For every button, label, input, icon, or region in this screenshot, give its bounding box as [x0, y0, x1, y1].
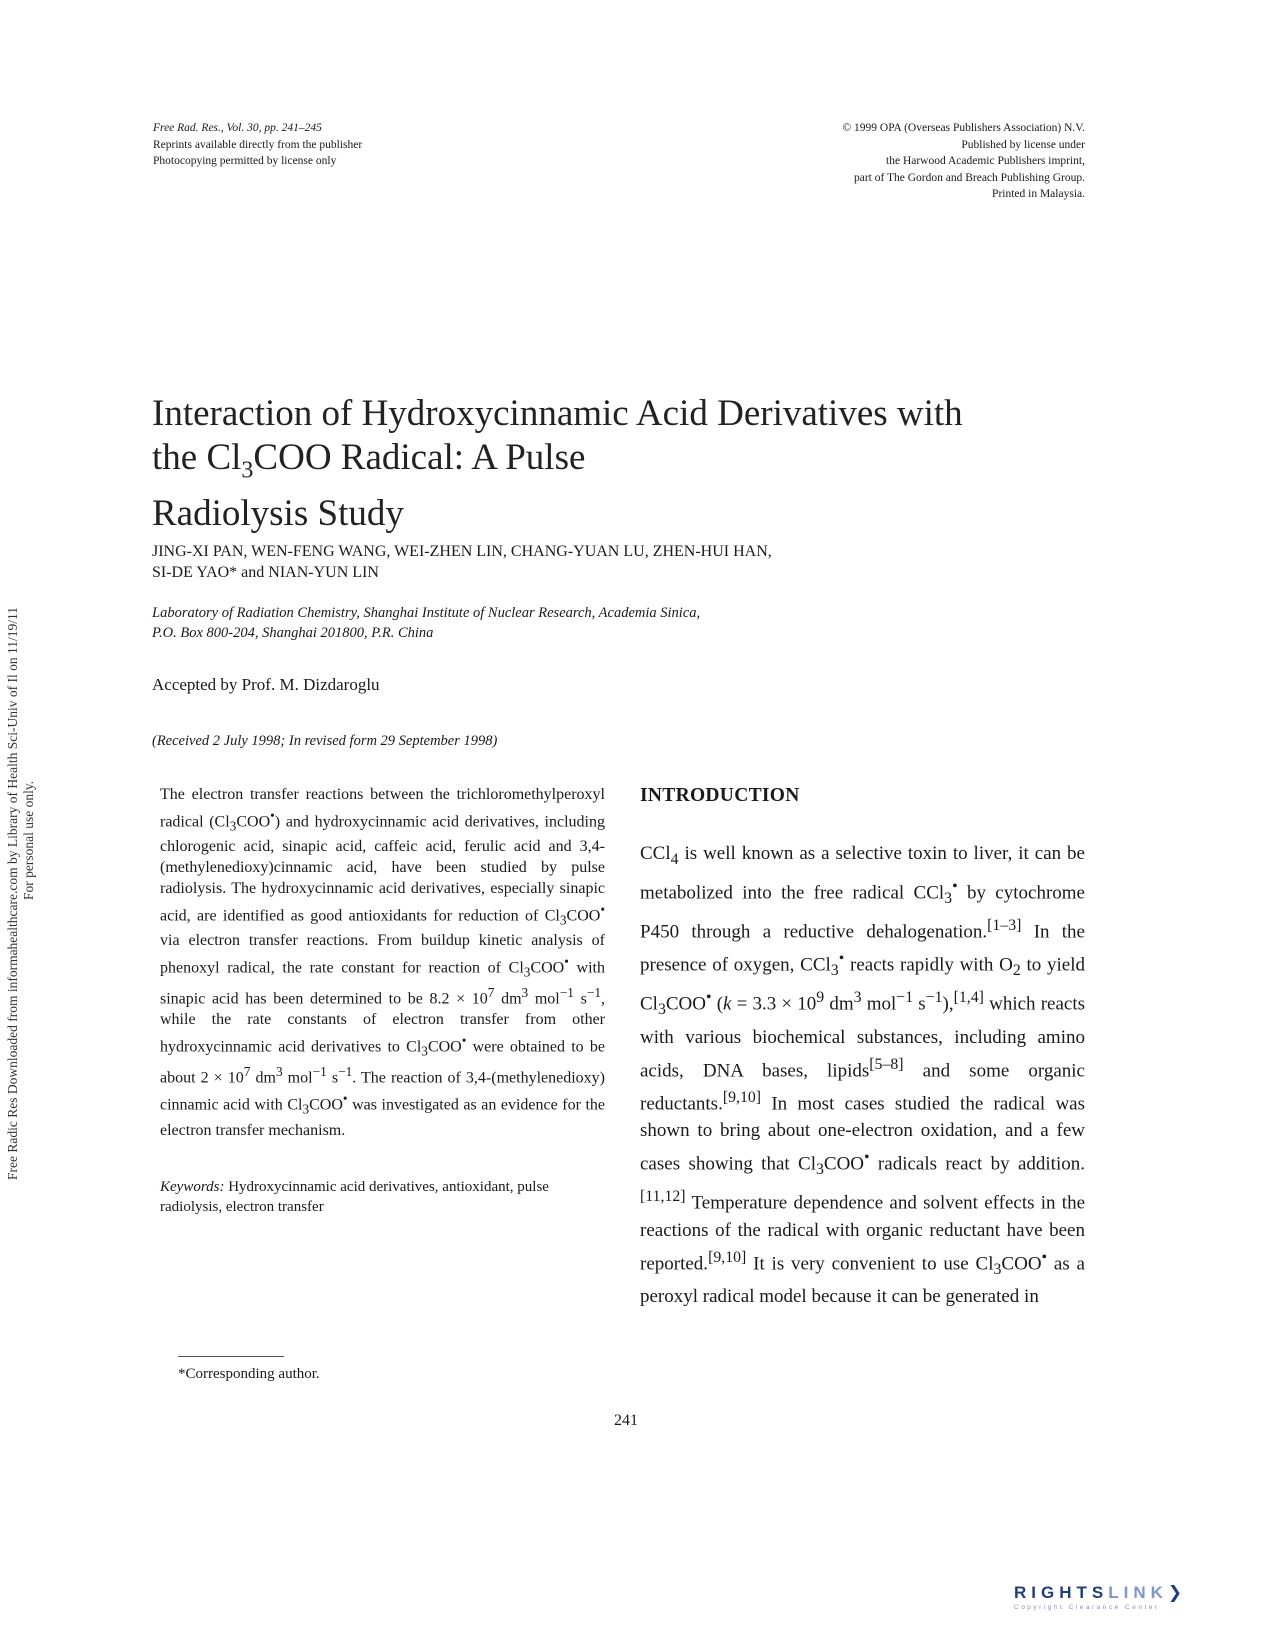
journal-header	[153, 120, 362, 170]
copyright-line: © 1999 OPA (Overseas Publishers Association) N.V.	[842, 122, 1085, 134]
license-line: Published by license under	[961, 138, 1085, 151]
keywords: Keywords: Hydroxycinnamic acid derivatives, antioxidant, pulse radiolysis, electron transfer	[160, 1179, 549, 1215]
accepted-by: Accepted by Prof. M. Dizdaroglu	[152, 675, 380, 694]
title-line: Radiolysis Study	[152, 493, 404, 535]
rightslink-arrow-icon: ❯	[1167, 1583, 1188, 1602]
footnote-rule	[178, 1356, 284, 1357]
title-line: Interaction of Hydroxycinnamic Acid Derivatives with	[152, 393, 963, 434]
received-dates: (Received 2 July 1998; In revised form 29 September 1998)	[152, 733, 498, 749]
introduction-text: CCl$_4$ is well known as a selective toxin to liver, it can be metabolized into the free radical CCl$_3$• by cytochrome P450 through a reductive dehalogenation.[1–3] In the presence of oxygen, CCl$_3$• reacts rapidly with $O_2$ to yield $Cl_3COO^•$ ($k = 3.3 \times 10^9$ $dm^3$ mol$^{-1}$ $s^{-1}),[1,4]$ which reacts with various biochemical substances, including amino acids, DNA bases, lipids[5–8] and some organic reductants.[9,10] In most cases studied the radical was shown to bring about one-electron oxidation, and a few cases showing that $Cl_3COO^•$ radicals react by addition.[11,12] Temperature dependence and solvent effects in the reactions of the radical with organic reductant have been reported.[9,10] It is very convenient to use $Cl_3COO^•$ as a peroxyl radical model because it can be generated in	[640, 843, 1086, 1307]
copyright-block	[842, 120, 1085, 203]
author-list: JING-XI PAN, WEN-FENG WANG, WEI-ZHEN LIN, CHANG-YUAN LU, ZHEN-HUI HAN, SI-DE YAO* and NIAN-YUN LIN	[152, 543, 772, 581]
article-title	[152, 392, 1092, 536]
section-heading-introduction: INTRODUCTION	[640, 785, 800, 806]
abstract: The electron transfer reactions between the trichloromethylperoxyl radical $(Cl_3COO^•)$ and hydroxycinnamic acid derivatives, including chlorogenic acid, sinapic acid, caffeic acid, ferulic acid and 3,4-(methylenedioxy)cinnamic acid, have been studied by pulse radiolysis. The hydroxycinnamic acid derivatives, especially sinapic acid, are identified as good antioxidants for reduction of $Cl_3COO^•$ via electron transfer reactions. From buildup kinetic analysis of phenoxyl radical, the rate constant for reaction of $Cl_3COO^•$ with sinapic acid has been determined to be $8.2 \times 10^7$ $dm^3$ mol$^{-1}$ $s^{-1}$, while the rate constants of electron transfer from other hydroxycinnamic acid derivatives to $Cl_3COO^•$ were obtained to be about $2 \times 10^7$ $dm^3$ mol$^{-1}$ $s^{-1}$. The reaction of 3,4-(methylenedioxy) cinnamic acid with $Cl_3COO^•$ was investigated as an evidence for the electron transfer mechanism.	[160, 786, 606, 1139]
photocopy-note: Photocopying permitted by license only	[153, 155, 337, 167]
imprint-line: the Harwood Academic Publishers imprint,	[886, 155, 1085, 167]
printed-line: Printed in Malaysia.	[992, 188, 1085, 200]
footnote: *Corresponding author.	[178, 1366, 320, 1382]
journal-citation: Free Rad. Res., Vol. 30, pp. 241–245	[153, 122, 322, 134]
affiliation: Laboratory of Radiation Chemistry, Shanghai Institute of Nuclear Research, Academia Sinica, P.O. Box 800-204, Shanghai 201800, P.R. China	[152, 605, 701, 641]
title-line: the $Cl_3COO$ Radical: A Pulse	[152, 437, 586, 484]
rightslink-logo[interactable]: RIGHTSLINK❯ Copyright Clearance Center	[1014, 1583, 1188, 1611]
page-number: 241	[614, 1412, 638, 1429]
reprints-note: Reprints available directly from the publisher	[153, 138, 363, 151]
download-watermark: Free Radic Res Downloaded from informahealthcare.com by Library of Health Sci-Univ of Il on 11/19/11 For personal use only.	[5, 607, 36, 1180]
group-line: part of The Gordon and Breach Publishing Group.	[853, 171, 1085, 184]
